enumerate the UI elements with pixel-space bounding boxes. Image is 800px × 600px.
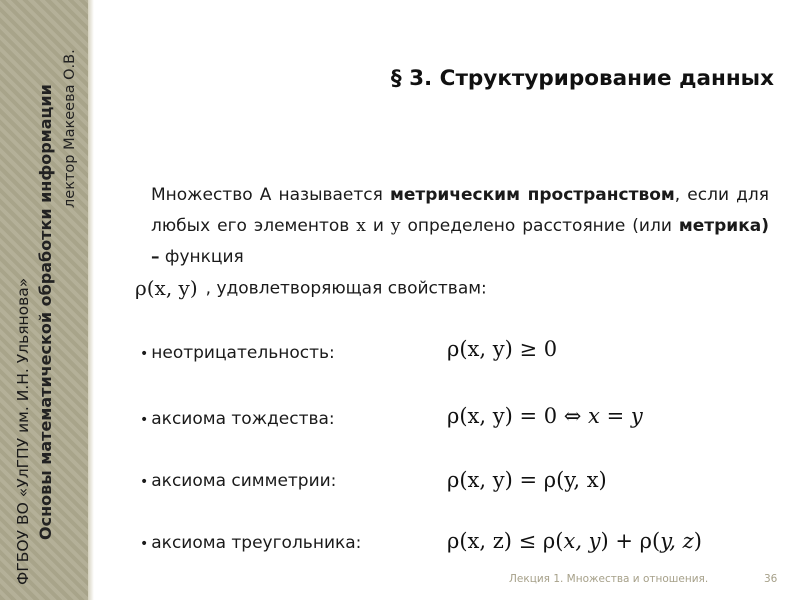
paragraph-text: , если для любых его элементов — [151, 185, 769, 236]
footer-lecture: Лекция 1. Множества и отношения. — [509, 573, 709, 585]
formula-triangle — [447, 529, 702, 553]
sidebar-edge — [88, 0, 94, 600]
property-nonnegativity — [140, 343, 335, 363]
paragraph-text: функция — [159, 247, 244, 267]
property-triangle — [140, 533, 361, 553]
property-label: аксиома симметрии: — [151, 471, 337, 491]
formula-symmetry: ρ(x, y) = ρ(y, x) — [447, 468, 607, 492]
bullet: • — [140, 536, 149, 552]
paragraph-text: , удовлетворяющая свойствам: — [205, 278, 487, 299]
var-y: y — [390, 216, 401, 236]
formula-part: ρ(x, y) = 0 ⇔ — [447, 404, 589, 428]
formula-part: x, y — [563, 529, 601, 553]
paragraph-text: Множество А называется — [151, 185, 390, 205]
sidebar-lecturer: лектор Макеева О.В. — [62, 49, 78, 208]
formula-identity — [447, 404, 643, 428]
property-symmetry — [140, 471, 336, 491]
slide-title: § 3. Структурирование данных — [390, 66, 774, 91]
paragraph-text: определено расстояние (или — [400, 216, 679, 236]
page-number: 36 — [764, 573, 778, 585]
paragraph-text: и — [365, 216, 391, 236]
var-x: x — [356, 216, 366, 236]
definition-paragraph — [135, 180, 769, 305]
formula-part: ) — [693, 529, 702, 553]
formula-rho-xy: ρ(x, y) — [135, 276, 198, 300]
bullet: • — [140, 412, 149, 428]
sidebar-course: Основы математической обработки информации — [36, 84, 55, 540]
formula-part: ) + ρ( — [600, 529, 661, 553]
formula-part: x = y — [588, 404, 643, 428]
bullet: • — [140, 474, 149, 490]
property-label: аксиома треугольника: — [151, 533, 362, 553]
bullet: • — [140, 346, 149, 362]
property-label: неотрицательность: — [151, 343, 335, 363]
property-label: аксиома тождества: — [151, 409, 335, 429]
formula-part: ρ(x, z) ≤ ρ( — [447, 529, 564, 553]
term-metric: метрика) – — [151, 216, 769, 267]
formula-nonnegativity: ρ(x, y) ≥ 0 — [447, 337, 558, 361]
formula-part: y, z — [660, 529, 694, 553]
term-metric-space: метрическим пространством — [389, 185, 675, 205]
sidebar-institution: ФГБОУ ВО «УлГПУ им. И.Н. Ульянова» — [14, 277, 32, 585]
property-identity — [140, 409, 335, 429]
